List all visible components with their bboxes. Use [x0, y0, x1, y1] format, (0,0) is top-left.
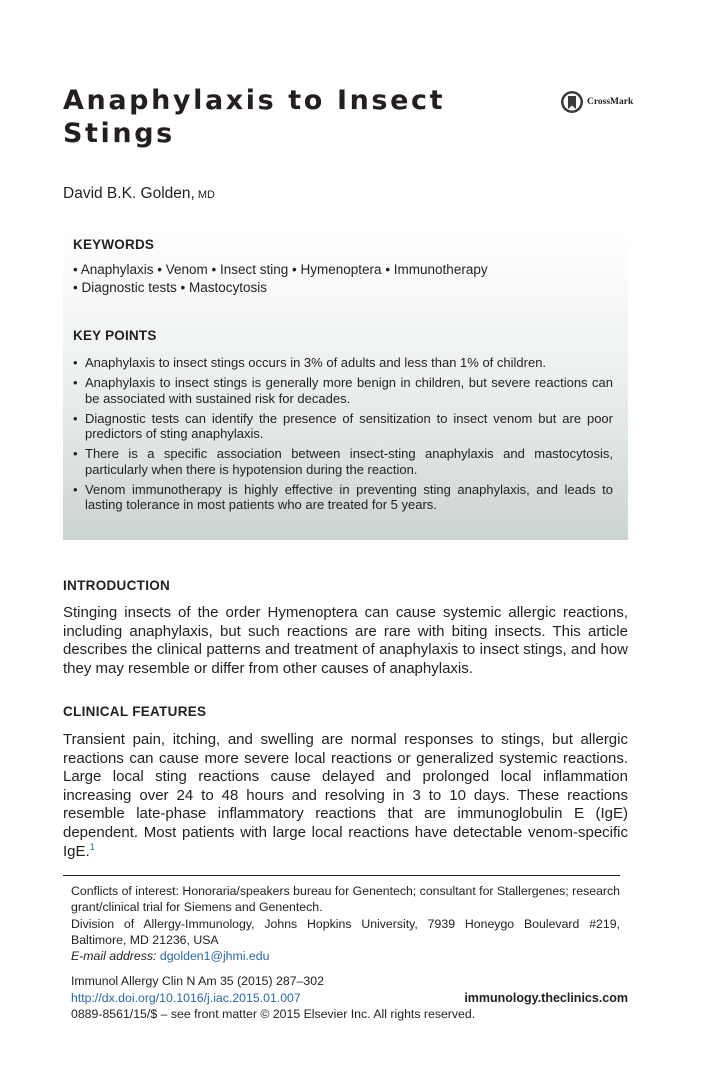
author-degree: MD: [197, 189, 215, 201]
crossmark-badge[interactable]: [560, 90, 633, 114]
clinical-features-paragraph: [63, 731, 628, 861]
conflicts-footnote: Conflicts of interest: Honoraria/speakers bureau for Genentech; consultant for Stallergenes; research grant/clinical trial for Siemens and Genentech.: [71, 884, 620, 915]
crossmark-label: CrossMark: [587, 97, 634, 107]
author-line: [63, 185, 215, 203]
keywords-line-2: • Diagnostic tests • Mastocytosis: [73, 280, 268, 295]
introduction-heading: INTRODUCTION: [63, 578, 171, 593]
journal-site[interactable]: immunology.theclinics.com: [464, 991, 628, 1005]
journal-citation: Immunol Allergy Clin N Am 35 (2015) 287–302: [71, 974, 324, 988]
email-link[interactable]: dgolden1@jhmi.edu: [159, 949, 270, 963]
crossmark-icon: [560, 90, 584, 114]
email-footnote: [71, 948, 620, 964]
copyright-line: 0889-8561/15/$ – see front matter © 2015 Elsevier Inc. All rights reserved.: [71, 1007, 476, 1021]
doi-link[interactable]: http://dx.doi.org/10.1016/j.iac.2015.01.007: [71, 991, 301, 1005]
key-point-item: • Anaphylaxis to insect stings occurs in 3% of adults and less than 1% of children.: [73, 355, 613, 371]
key-points-heading: KEY POINTS: [73, 328, 157, 343]
key-points-list: [73, 355, 613, 517]
introduction-paragraph: Stinging insects of the order Hymenoptera can cause systemic allergic reactions, including anaphylaxis, but such reactions are rare with biting insects. This article describes the clinical patterns and treatment of anaphylaxis to insect stings, and how they may resemble or differ from other causes of anaphylaxis.: [63, 604, 628, 677]
reference-1-link[interactable]: 1: [89, 841, 95, 852]
keywords-line-1: • Anaphylaxis • Venom • Insect sting • Hymenoptera • Immunotherapy: [73, 262, 488, 277]
affiliation-footnote: Division of Allergy-Immunology, Johns Hopkins University, 7939 Honeygo Boulevard #219, Baltimore, MD 21236, USA: [71, 917, 620, 948]
author-name: David B.K. Golden,: [63, 185, 195, 202]
key-point-item: • There is a specific association between insect-sting anaphylaxis and mastocytosis, particularly when there is hypotension during the reaction.: [73, 446, 613, 477]
keywords-heading: KEYWORDS: [73, 237, 155, 252]
key-point-item: • Diagnostic tests can identify the presence of sensitization to insect venom but are poor predictors of sting anaphylaxis.: [73, 411, 613, 442]
clinical-features-text: Transient pain, itching, and swelling are normal responses to stings, but allergic reactions can cause more severe local reactions or generalized systemic reactions. Large local sting reactions cause delayed and prolonged local inflammation increasing over 24 to 48 hours and resolving in 3 to 10 days. These reactions resemble late-phase inflammatory reactions that are immunoglobulin E (IgE) dependent. Most patients with large local reactions have detectable venom-specific IgE.: [63, 731, 628, 860]
key-point-item: • Venom immunotherapy is highly effective in preventing sting anaphylaxis, and leads to lasting tolerance in most patients who are treated for 5 years.: [73, 482, 613, 513]
key-point-item: • Anaphylaxis to insect stings is generally more benign in children, but severe reactions can be associated with sustained risk for decades.: [73, 375, 613, 406]
clinical-features-heading: CLINICAL FEATURES: [63, 704, 207, 719]
email-label: E-mail address:: [71, 949, 157, 963]
article-title: Anaphylaxis to Insect Stings: [63, 85, 446, 149]
footnote-divider: [63, 875, 620, 876]
